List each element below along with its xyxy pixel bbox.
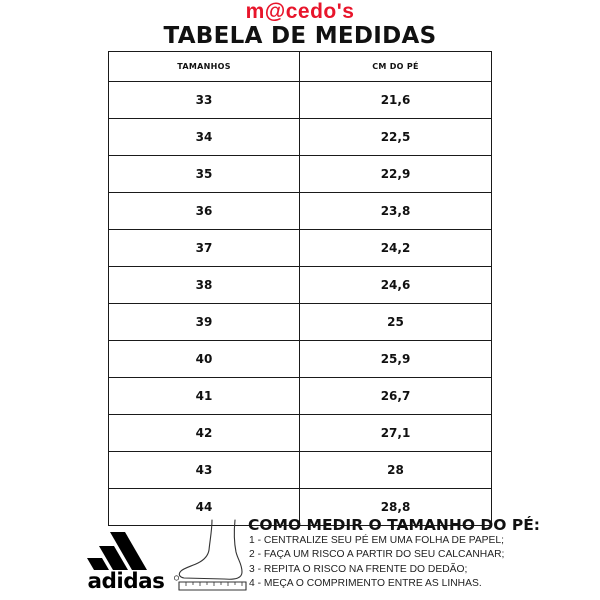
cm-cell: 25,9: [300, 341, 492, 378]
column-header-foot-cm: CM DO PÉ: [300, 52, 492, 82]
table-row: [109, 193, 492, 230]
table-row: [109, 341, 492, 378]
size-cell: 36: [109, 193, 300, 230]
table-row: [109, 119, 492, 156]
size-cell: 40: [109, 341, 300, 378]
cm-cell: 21,6: [300, 82, 492, 119]
page-title: TABELA DE MEDIDAS: [163, 23, 437, 49]
size-cell: 37: [109, 230, 300, 267]
size-table: [108, 51, 492, 526]
table-row: [109, 267, 492, 304]
size-cell: 33: [109, 82, 300, 119]
howto-step: 2 - FAÇA UM RISCO A PARTIR DO SEU CALCANHAR;: [249, 549, 505, 561]
table-row: [109, 230, 492, 267]
cm-cell: 26,7: [300, 378, 492, 415]
cm-cell: 27,1: [300, 415, 492, 452]
table-row: [109, 415, 492, 452]
table-row: [109, 82, 492, 119]
howto-title: COMO MEDIR O TAMANHO DO PÉ:: [248, 516, 540, 534]
adidas-wordmark: adidas: [87, 569, 165, 592]
cm-cell: 24,2: [300, 230, 492, 267]
size-cell: 34: [109, 119, 300, 156]
table-row: [109, 452, 492, 489]
table-row: [109, 156, 492, 193]
adidas-logo-icon: [72, 518, 180, 592]
foot-measure-icon: [176, 516, 250, 594]
size-cell: 38: [109, 267, 300, 304]
cm-cell: 22,9: [300, 156, 492, 193]
size-cell: 42: [109, 415, 300, 452]
howto-step: 4 - MEÇA O COMPRIMENTO ENTRE AS LINHAS.: [249, 577, 482, 589]
table-row: [109, 378, 492, 415]
howto-step: 3 - REPITA O RISCO NA FRENTE DO DEDÃO;: [249, 563, 468, 575]
cm-cell: 25: [300, 304, 492, 341]
howto-step: 1 - CENTRALIZE SEU PÉ EM UMA FOLHA DE PAPEL;: [249, 535, 505, 546]
cm-cell: 23,8: [300, 193, 492, 230]
howto-steps: [249, 534, 504, 591]
size-cell: 41: [109, 378, 300, 415]
size-cell: 39: [109, 304, 300, 341]
column-header-sizes: TAMANHOS: [109, 52, 300, 82]
size-cell: 44: [109, 489, 300, 526]
cm-cell: 28: [300, 452, 492, 489]
size-cell: 35: [109, 156, 300, 193]
cm-cell: 24,6: [300, 267, 492, 304]
table-header-row: [109, 52, 492, 82]
table-row: [109, 304, 492, 341]
brand-logo: m@cedo's: [245, 0, 355, 23]
size-cell: 43: [109, 452, 300, 489]
cm-cell: 28,8: [300, 489, 492, 526]
cm-cell: 22,5: [300, 119, 492, 156]
